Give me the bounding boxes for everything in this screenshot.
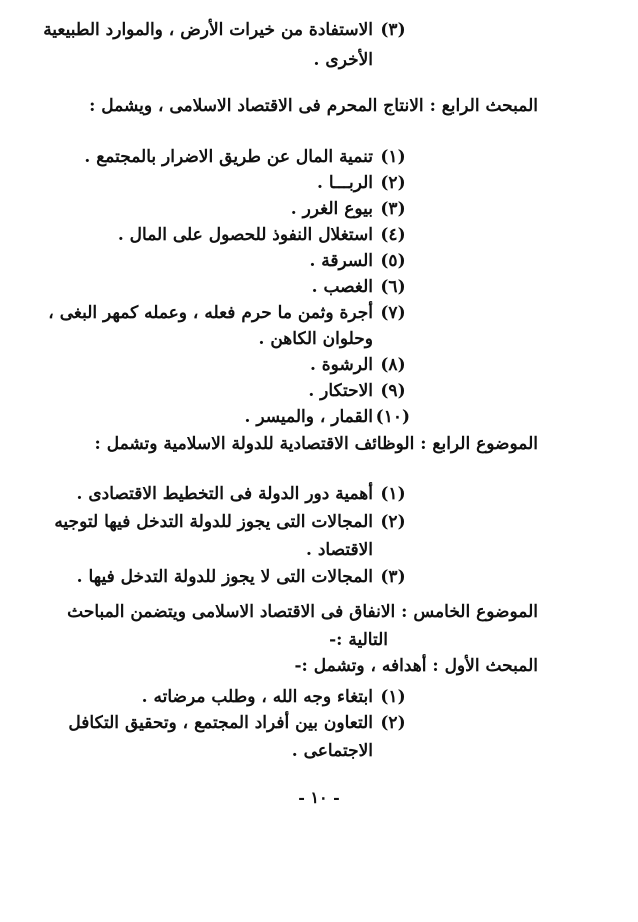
item-number: (٣) [380, 567, 406, 587]
item-text: الأخرى . [313, 50, 373, 70]
item-text: ابتغاء وجه الله ، وطلب مرضاته . [141, 687, 373, 707]
item-text: الرشوة . [309, 355, 373, 375]
item-number: (٢) [380, 173, 406, 193]
item-text: أهمية دور الدولة فى التخطيط الاقتصادى . [76, 484, 373, 504]
item-text: الغصب . [311, 277, 373, 297]
list-item [0, 709, 638, 737]
section-heading-continuation [0, 626, 638, 654]
list-item [0, 403, 638, 431]
item-text: وحلوان الكاهن . [258, 329, 373, 349]
page-number: - ١٠ - [298, 788, 340, 807]
item-text: تنمية المال عن طريق الاضرار بالمجتمع . [84, 147, 373, 167]
item-number: (٣) [380, 20, 406, 40]
item-text: الربـــا . [317, 173, 373, 193]
item-text: الاجتماعى . [291, 741, 373, 761]
list-item [0, 480, 638, 508]
item-text: المجالات التى يجوز للدولة التدخل فيها لتوجيه [54, 512, 373, 532]
list-item-continuation [0, 325, 638, 353]
item-number: (٣) [380, 199, 406, 219]
list-item [0, 247, 638, 275]
section-heading [0, 430, 638, 458]
item-number: (٧) [380, 303, 406, 323]
list-item-continuation [0, 536, 638, 564]
item-number: (٨) [380, 355, 406, 375]
list-item [0, 377, 638, 405]
item-number: (٩) [380, 381, 406, 401]
item-text: الاقتصاد . [305, 540, 373, 560]
item-number: (١) [380, 484, 406, 504]
section-heading [0, 598, 638, 626]
item-text: التعاون بين أفراد المجتمع ، وتحقيق التكافل [68, 713, 373, 733]
item-text: السرقة . [309, 251, 373, 271]
item-text: أجرة وثمن ما حرم فعله ، وعمله كمهر البغى ، [48, 303, 373, 323]
item-number: (١٠) [375, 407, 410, 427]
item-number: (٢) [380, 713, 406, 733]
heading-text: الموضوع الخامس : الانفاق فى الاقتصاد الاسلامى ويتضمن المباحث [67, 602, 538, 622]
section-heading [0, 92, 638, 120]
list-item [0, 508, 638, 536]
item-number: (٥) [380, 251, 406, 271]
item-text: بيوع الغرر . [290, 199, 373, 219]
item-text: الاحتكار . [308, 381, 373, 401]
list-item [0, 351, 638, 379]
section-heading [0, 652, 638, 680]
heading-text: المبحث الأول : أهدافه ، وتشمل :- [294, 656, 538, 676]
list-item [0, 221, 638, 249]
item-number: (٦) [380, 277, 406, 297]
list-item [0, 273, 638, 301]
item-text: القمار ، والميسر . [244, 407, 373, 427]
item-text: الاستفادة من خيرات الأرض ، والموارد الطبيعية [43, 20, 373, 40]
list-item [0, 143, 638, 171]
list-item [0, 563, 638, 591]
list-item [0, 299, 638, 327]
list-item [0, 195, 638, 223]
list-item [0, 683, 638, 711]
item-number: (١) [380, 687, 406, 707]
heading-text: الموضوع الرابع : الوظائف الاقتصادية للدولة الاسلامية وتشمل : [94, 434, 538, 454]
heading-text: المبحث الرابع : الانتاج المحرم فى الاقتصاد الاسلامى ، ويشمل : [89, 96, 538, 116]
list-item-continuation [0, 46, 638, 74]
list-item [0, 16, 638, 44]
item-number: (٢) [380, 512, 406, 532]
list-item [0, 169, 638, 197]
item-number: (١) [380, 147, 406, 167]
item-text: استغلال النفوذ للحصول على المال . [117, 225, 373, 245]
heading-text: التالية :- [329, 630, 388, 650]
list-item-continuation [0, 737, 638, 765]
item-number: (٤) [380, 225, 406, 245]
item-text: المجالات التى لا يجوز للدولة التدخل فيها . [76, 567, 373, 587]
